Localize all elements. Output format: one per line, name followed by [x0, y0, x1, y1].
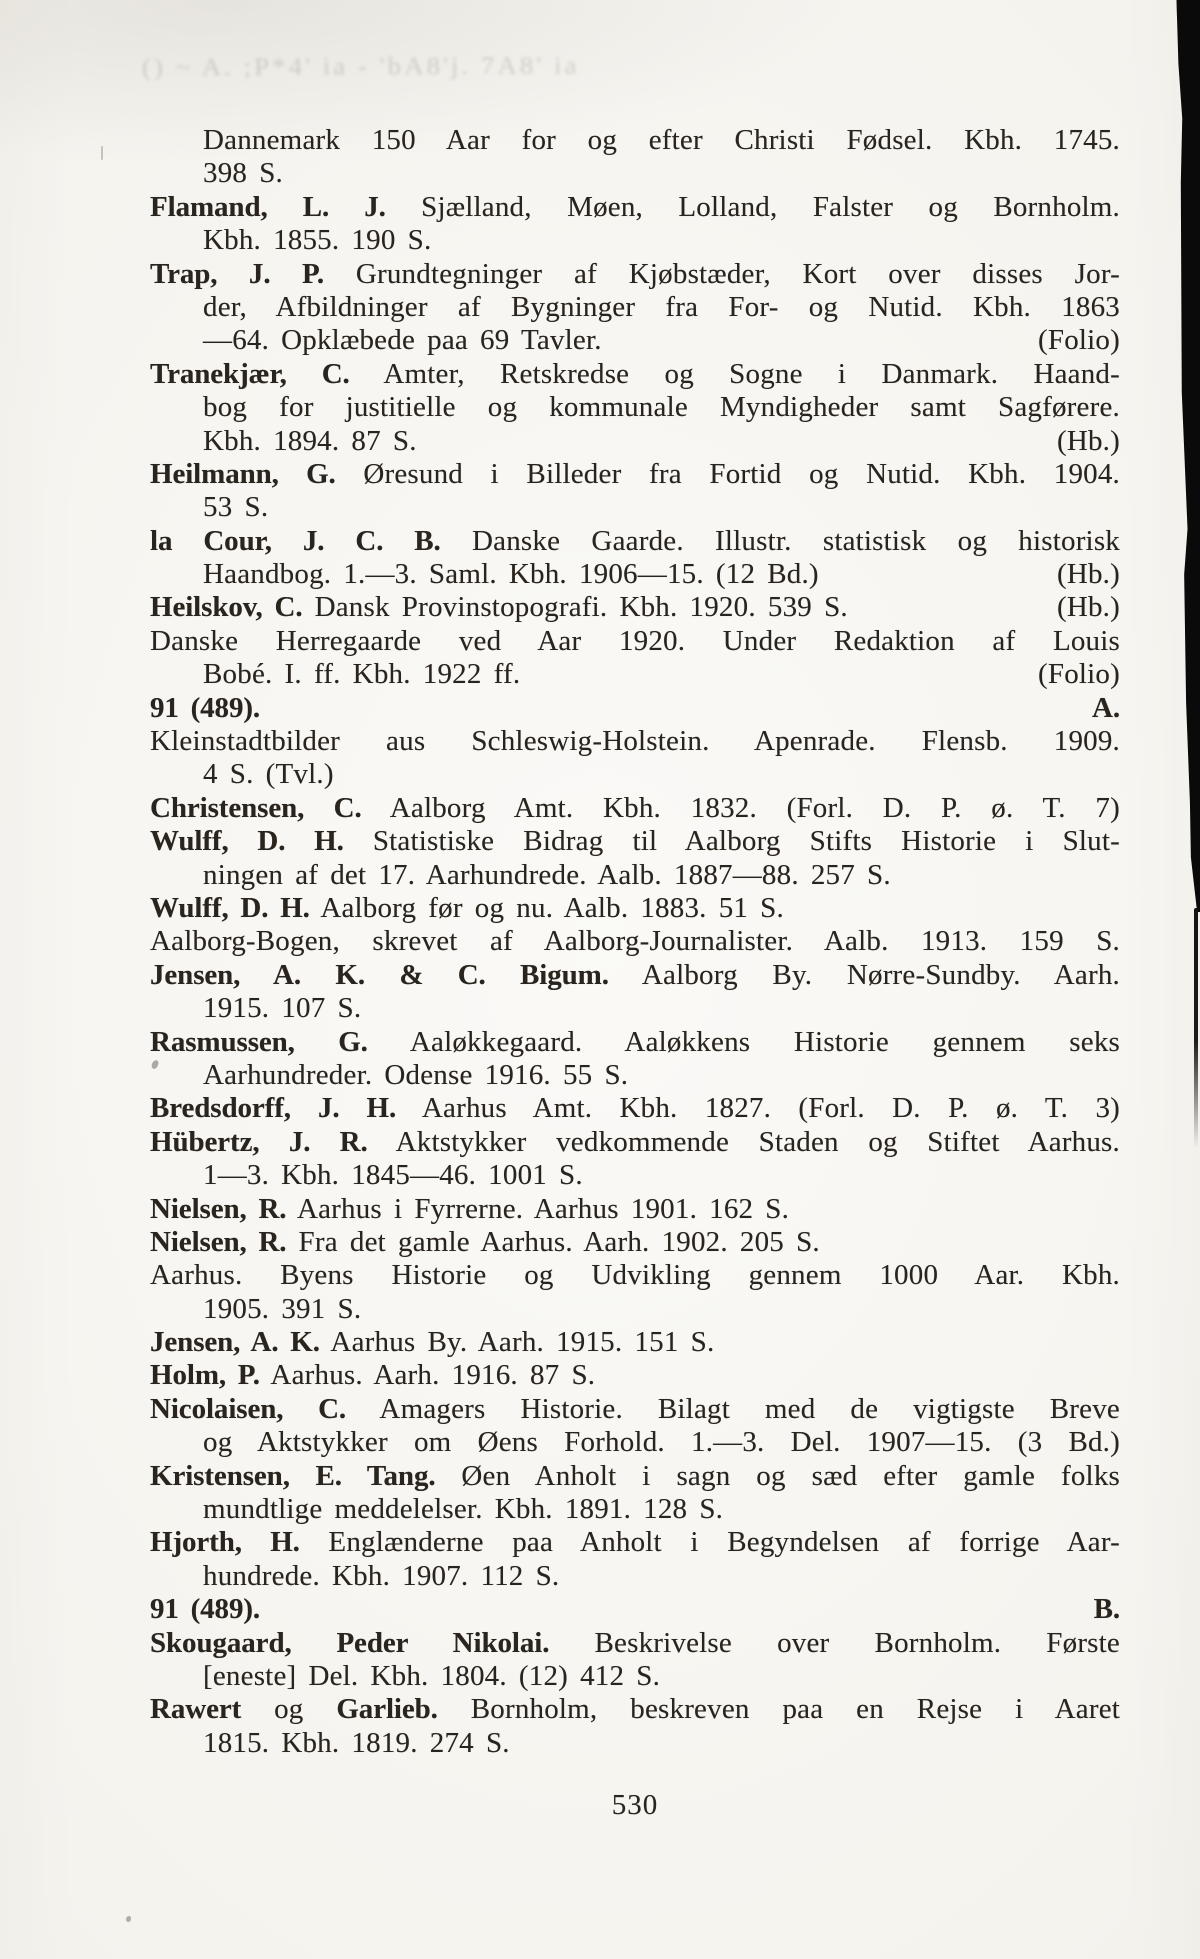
entry-fragment: Amter, Retskredse og Sogne i Danmark. Haand-	[383, 357, 1120, 390]
entry-line	[150, 1693, 1120, 1726]
entry-line	[150, 224, 1120, 257]
format-tag: (Folio)	[1038, 658, 1120, 691]
entry-fragment: 1915. 107 S.	[203, 992, 362, 1025]
author-name: Skougaard, Peder Nikolai.	[150, 1626, 550, 1659]
entry-line	[150, 1560, 1120, 1593]
entry-line-text	[150, 1226, 820, 1258]
entry-line	[150, 1660, 1120, 1693]
entry-fragment: Kbh. 1855. 190 S.	[203, 224, 432, 257]
entry-line-text	[150, 692, 260, 725]
entry-fragment: —64. Opklæbede paa 69 Tavler.	[203, 324, 602, 357]
entry-line	[150, 792, 1120, 825]
entry-line-text	[203, 1660, 660, 1692]
author-name: Trap, J. P.	[150, 257, 325, 290]
author-name: Heilskov, C.	[150, 591, 303, 624]
entry-fragment: Øresund i Billeder fra Fortid og Nutid. Kbh. 1904.	[363, 457, 1120, 490]
entry-fragment: mundtlige meddelelser. Kbh. 1891. 128 S.	[203, 1493, 724, 1526]
entry-line	[150, 291, 1120, 324]
entry-fragment: 53 S.	[203, 491, 269, 524]
entry-line	[150, 358, 1120, 391]
author-name: Nielsen, R.	[150, 1192, 287, 1225]
entry-line-text	[203, 1560, 559, 1592]
author-name: Tranekjær, C.	[150, 357, 350, 390]
format-tag: (Folio)	[1038, 324, 1120, 357]
entry-line	[150, 758, 1120, 791]
entry-fragment: [eneste] Del. Kbh. 1804. (12) 412 S.	[203, 1659, 661, 1692]
entry-line-text	[203, 1293, 361, 1325]
entry-line	[150, 1059, 1120, 1092]
entry-line-text	[150, 1627, 1120, 1659]
entry-line	[150, 124, 1120, 157]
entry-line-text	[203, 992, 361, 1024]
entry-line-text	[150, 1026, 1120, 1058]
entry-line	[150, 959, 1120, 992]
entry-fragment: Bornholm, beskreven paa en Rejse i Aaret	[470, 1693, 1120, 1726]
entry-line-text	[203, 558, 819, 591]
entry-line	[150, 1126, 1120, 1159]
entry-line-text	[203, 859, 891, 891]
format-tag: A.	[1092, 691, 1120, 724]
entry-fragment: Aalborg før og nu. Aalb. 1883. 51 S.	[320, 891, 784, 924]
entry-line	[150, 1026, 1120, 1059]
author-name: Nicolaisen, C.	[150, 1392, 347, 1425]
author-name: Wulff, D. H.	[150, 825, 344, 858]
ink-speck	[101, 146, 103, 160]
entry-fragment: 1—3. Kbh. 1845—46. 1001 S.	[203, 1159, 583, 1192]
entry-line	[150, 324, 1120, 357]
author-name: Holm, P.	[150, 1359, 260, 1392]
author-name: Christensen, C.	[150, 791, 362, 824]
entry-line	[150, 1293, 1120, 1326]
entry-fragment: Aarhus i Fyrrerne. Aarhus 1901. 162 S.	[296, 1192, 790, 1225]
entry-line-text	[150, 1460, 1120, 1492]
entry-line	[150, 1393, 1120, 1426]
entry-line-text	[150, 1259, 1120, 1291]
entry-fragment: Haandbog. 1.—3. Saml. Kbh. 1906—15. (12 Bd.)	[203, 558, 819, 591]
entry-fragment: 4 S. (Tvl.)	[203, 758, 334, 791]
entry-line-text	[203, 391, 1120, 423]
entry-line-text	[150, 525, 1120, 557]
entry-line-text	[150, 1593, 260, 1626]
entry-line-text	[203, 124, 1120, 156]
author-name: Bredsdorff, J. H.	[150, 1092, 397, 1125]
entry-line	[150, 1092, 1120, 1125]
entry-line	[150, 1727, 1120, 1760]
page-number: 530	[611, 1789, 659, 1821]
entry-line-text	[150, 591, 848, 624]
entry-line-text	[150, 1359, 595, 1391]
entry-fragment: Øen Anholt i sagn og sæd efter gamle folks	[461, 1459, 1120, 1492]
author-name: Jensen, A. K.	[150, 1326, 320, 1359]
entry-fragment: Aarhus By. Aarh. 1915. 151 S.	[330, 1326, 715, 1359]
entry-fragment: Englænderne paa Anholt i Begyndelsen af forrige Aar-	[328, 1526, 1120, 1559]
entry-line	[150, 157, 1120, 190]
entry-line-text	[150, 725, 1120, 757]
entry-line	[150, 658, 1120, 691]
entry-fragment: Aalborg-Bogen, skrevet af Aalborg-Journalister. Aalb. 1913. 159 S.	[150, 925, 1120, 958]
format-tag: (Hb.)	[1056, 591, 1120, 624]
entry-line-text	[150, 825, 1120, 857]
entry-fragment: Aalborg Amt. Kbh. 1832. (Forl. D. P. ø. T. 7)	[389, 791, 1120, 824]
entry-line-text	[203, 1159, 583, 1191]
entry-line	[150, 825, 1120, 858]
entry-line-text	[150, 1092, 1120, 1124]
bibliography-text-block	[150, 124, 1120, 1760]
author-name: Hjorth, H.	[150, 1526, 300, 1559]
entry-fragment: Aarhundreder. Odense 1916. 55 S.	[203, 1058, 629, 1091]
entry-line-text	[203, 758, 334, 790]
entry-line-text	[150, 1126, 1120, 1158]
book-binding-edge	[1176, 0, 1200, 912]
author-name: 91 (489).	[150, 691, 261, 724]
author-name: Jensen, A. K. & C. Bigum.	[150, 958, 609, 991]
entry-fragment: Amagers Historie. Bilagt med de vigtigste Breve	[379, 1392, 1120, 1425]
entry-line-text	[150, 792, 1120, 824]
entry-line	[150, 1259, 1120, 1292]
author-name: Wulff, D. H.	[150, 891, 310, 924]
ink-speck	[126, 1916, 131, 1922]
entry-line	[150, 1460, 1120, 1493]
entry-line-text	[150, 1526, 1120, 1558]
entry-fragment: ningen af det 17. Aarhundrede. Aalb. 1887—88. 257 S.	[203, 858, 891, 891]
entry-fragment: Dansk Provinstopografi. Kbh. 1920. 539 S.	[314, 591, 848, 624]
entry-line-text	[203, 658, 520, 691]
entry-line	[150, 591, 1120, 624]
entry-fragment: Kbh. 1894. 87 S.	[203, 424, 417, 457]
entry-line	[150, 992, 1120, 1025]
entry-fragment: Aktstykker vedkommende Staden og Stiftet Aarhus.	[395, 1125, 1120, 1158]
entry-line-text	[150, 358, 1120, 390]
entry-line	[150, 1493, 1120, 1526]
entry-line-text	[150, 191, 1120, 223]
entry-line	[150, 558, 1120, 591]
format-tag: (Hb.)	[1056, 424, 1120, 457]
entry-line-text	[203, 491, 268, 523]
entry-line	[150, 1226, 1120, 1259]
entry-line	[150, 1359, 1120, 1392]
show-through-ghost-text: () ~ A. ;P*4' ia - 'bA8'j. 7A8' ia	[141, 51, 580, 82]
entry-line	[150, 458, 1120, 491]
entry-line-text	[203, 425, 417, 458]
entry-fragment: Fra det gamle Aarhus. Aarh. 1902. 205 S.	[298, 1225, 820, 1258]
entry-line-text	[203, 157, 283, 189]
entry-line	[150, 859, 1120, 892]
entry-fragment: Aarhus Amt. Kbh. 1827. (Forl. D. P. ø. T. 3)	[421, 1092, 1120, 1125]
entry-fragment: Danske Herregaarde ved Aar 1920. Under Redaktion af Louis	[150, 624, 1120, 657]
author-name: Heilmann, G.	[150, 457, 336, 490]
entry-fragment: Aarhus. Aarh. 1916. 87 S.	[270, 1359, 596, 1392]
author-name: 91 (489).	[150, 1593, 261, 1626]
entry-fragment: 1905. 391 S.	[203, 1292, 362, 1325]
entry-line-text	[150, 1693, 1120, 1725]
entry-fragment: og	[274, 1693, 304, 1726]
entry-line	[150, 892, 1120, 925]
entry-line	[150, 725, 1120, 758]
entry-line	[150, 692, 1120, 725]
entry-line-text	[150, 625, 1120, 657]
author-name: Garlieb.	[336, 1693, 438, 1726]
entry-line-text	[150, 892, 784, 924]
entry-fragment: 398 S.	[203, 157, 283, 190]
entry-line-text	[150, 458, 1120, 490]
entry-line	[150, 1627, 1120, 1660]
entry-line-text	[203, 291, 1120, 323]
entry-line	[150, 191, 1120, 224]
entry-line	[150, 1159, 1120, 1192]
entry-line-text	[150, 1193, 789, 1225]
entry-line	[150, 625, 1120, 658]
entry-fragment: Statistiske Bidrag til Aalborg Stifts Historie i Slut-	[372, 825, 1120, 858]
entry-line	[150, 425, 1120, 458]
entry-line-text	[203, 1426, 1120, 1458]
entry-line	[150, 258, 1120, 291]
entry-line	[150, 491, 1120, 524]
entry-fragment: Dannemark 150 Aar for og efter Christi Fødsel. Kbh. 1745.	[203, 124, 1120, 156]
format-tag: (Hb.)	[1056, 558, 1120, 591]
entry-line-text	[150, 1393, 1120, 1425]
entry-fragment: Bobé. I. ff. Kbh. 1922 ff.	[203, 658, 521, 691]
entry-line	[150, 1193, 1120, 1226]
entry-fragment: Grundtegninger af Kjøbstæder, Kort over disses Jor-	[355, 257, 1120, 290]
entry-line-text	[203, 1493, 723, 1525]
entry-line-text	[203, 1727, 510, 1759]
author-name: Rawert	[150, 1693, 242, 1726]
entry-fragment: Aarhus. Byens Historie og Udvikling gennem 1000 Aar. Kbh.	[150, 1259, 1120, 1292]
entry-line	[150, 1426, 1120, 1459]
author-name: Kristensen, E. Tang.	[150, 1459, 436, 1492]
entry-line	[150, 1526, 1120, 1559]
entry-line-text	[203, 1059, 628, 1091]
book-binding-edge-tail	[1194, 908, 1198, 1148]
entry-fragment: Danske Gaarde. Illustr. statistisk og historisk	[471, 524, 1120, 557]
entry-fragment: hundrede. Kbh. 1907. 112 S.	[203, 1559, 560, 1592]
entry-line	[150, 1326, 1120, 1359]
entry-fragment: Aaløkkegaard. Aaløkkens Historie gennem seks	[409, 1025, 1120, 1058]
entry-fragment: der, Afbildninger af Bygninger fra For- og Nutid. Kbh. 1863	[203, 290, 1120, 323]
author-name: Hübertz, J. R.	[150, 1125, 368, 1158]
author-name: Nielsen, R.	[150, 1225, 287, 1258]
entry-line-text	[150, 959, 1120, 991]
entry-fragment: Sjælland, Møen, Lolland, Falster og Bornholm.	[421, 190, 1120, 223]
entry-fragment: Beskrivelse over Bornholm. Første	[594, 1626, 1120, 1659]
entry-line	[150, 525, 1120, 558]
entry-line-text	[150, 925, 1120, 957]
format-tag: B.	[1093, 1593, 1120, 1626]
author-name: Rasmussen, G.	[150, 1025, 368, 1058]
entry-fragment: 1815. Kbh. 1819. 274 S.	[203, 1726, 510, 1759]
entry-fragment: og Aktstykker om Øens Forhold. 1.—3. Del. 1907—15. (3 Bd.)	[203, 1426, 1120, 1459]
entry-line	[150, 391, 1120, 424]
entry-line-text	[150, 258, 1120, 290]
entry-line	[150, 1593, 1120, 1626]
author-name: Flamand, L. J.	[150, 190, 386, 223]
entry-fragment: bog for justitielle og kommunale Myndigheder samt Sagførere.	[203, 391, 1120, 424]
entry-fragment: Kleinstadtbilder aus Schleswig-Holstein. Apenrade. Flensb. 1909.	[150, 725, 1120, 758]
entry-line	[150, 925, 1120, 958]
entry-fragment: Aalborg By. Nørre-Sundby. Aarh.	[641, 958, 1120, 991]
author-name: la Cour, J. C. B.	[150, 524, 441, 557]
entry-line-text	[203, 324, 602, 357]
entry-line-text	[203, 224, 431, 256]
entry-line-text	[150, 1326, 714, 1358]
